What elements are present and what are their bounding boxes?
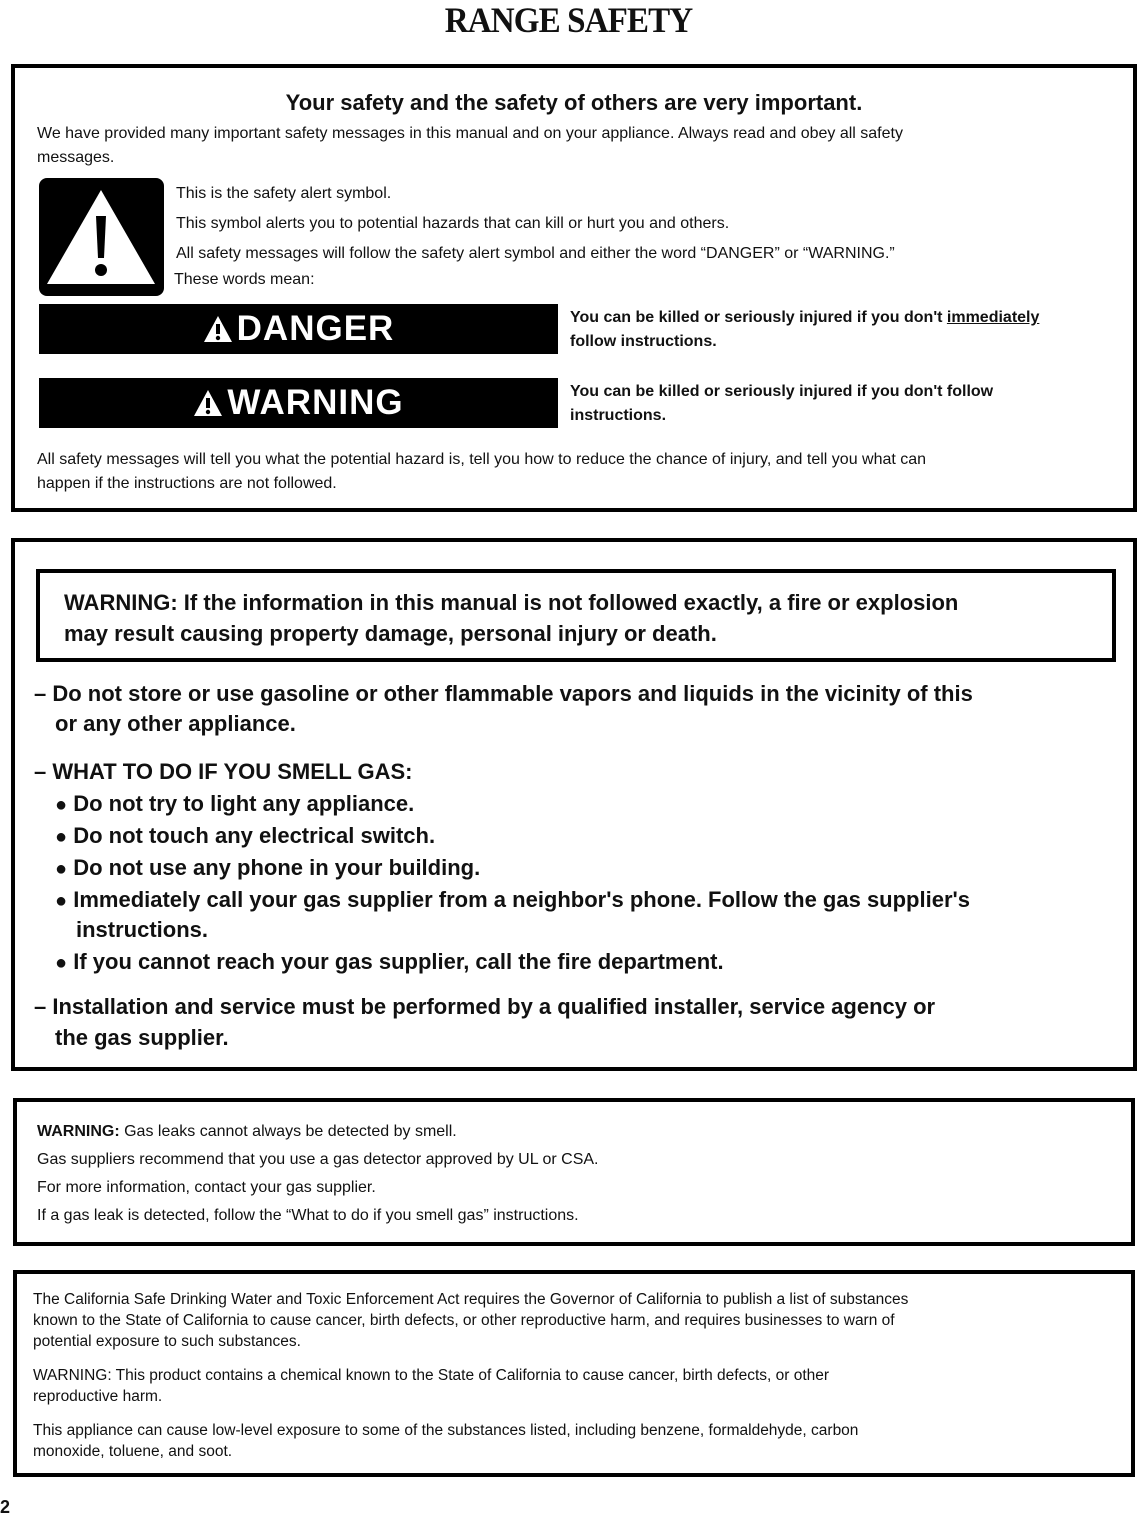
gas-bullet-4-text: Immediately call your gas supplier from a neighbor's phone. Follow the gas supplier's bbox=[73, 887, 970, 912]
closing-line-1: All safety messages will tell you what the potential hazard is, tell you how to reduce the chance of injury, and tell you what can bbox=[37, 451, 927, 468]
page-number: 2 bbox=[0, 1497, 11, 1517]
warning-alert-icon bbox=[193, 388, 223, 418]
gas-bullet-4 bbox=[55, 884, 970, 917]
danger-text-1 bbox=[570, 306, 1039, 330]
leak-line-3: For more information, contact your gas supplier. bbox=[37, 1179, 376, 1196]
gas-bullet-1-text: Do not try to light any appliance. bbox=[73, 791, 415, 816]
danger-text-2: follow instructions. bbox=[570, 333, 717, 350]
safety-intro-box bbox=[11, 64, 1137, 512]
california-box bbox=[13, 1270, 1135, 1477]
danger-text-prefix: You can be killed or seriously injured if you don't bbox=[570, 309, 947, 326]
closing-line-2: happen if the instructions are not followed. bbox=[37, 475, 337, 492]
warning-label: WARNING bbox=[227, 383, 404, 422]
gas-warning-header-line-1: WARNING: If the information in this manual is not followed exactly, a fire or explosion bbox=[64, 590, 959, 615]
ca-p1-line-3: potential exposure to such substances. bbox=[33, 1333, 301, 1350]
warning-text-1: You can be killed or seriously injured if you don't follow bbox=[570, 383, 994, 400]
leak-line-1-text: Gas leaks cannot always be detected by smell. bbox=[119, 1123, 457, 1140]
gas-bullet-5 bbox=[55, 946, 724, 979]
gas-warning-header-line-2: may result causing property damage, personal injury or death. bbox=[64, 621, 717, 646]
gas-warning-header bbox=[36, 569, 1116, 662]
gas-bullet-3 bbox=[55, 852, 480, 885]
symbol-line-2: This symbol alerts you to potential hazards that can kill or hurt you and others. bbox=[176, 215, 730, 232]
bullet-icon: ● bbox=[55, 890, 68, 912]
danger-label: DANGER bbox=[236, 309, 395, 348]
danger-banner bbox=[39, 304, 558, 354]
symbol-line-1: This is the safety alert symbol. bbox=[176, 185, 392, 202]
danger-text-underlined: immediately bbox=[946, 309, 1040, 326]
leak-line-2: Gas suppliers recommend that you use a gas detector approved by UL or CSA. bbox=[37, 1151, 599, 1168]
bullet-icon: ● bbox=[55, 794, 68, 816]
symbol-line-4: These words mean: bbox=[174, 271, 315, 288]
ca-p3-line-1: This appliance can cause low-level exposure to some of the substances listed, including benzene, formaldehyde, carbon bbox=[33, 1422, 859, 1439]
ca-p2-line-1: WARNING: This product contains a chemical known to the State of California to cause cancer, birth defects, or other bbox=[33, 1367, 830, 1384]
intro-line-1: We have provided many important safety messages in this manual and on your appliance. Always read and obey all safety bbox=[37, 125, 903, 142]
warning-banner bbox=[39, 378, 558, 428]
bullet-icon: ● bbox=[55, 858, 68, 880]
safety-heading: Your safety and the safety of others are very important. bbox=[285, 90, 863, 115]
gas-item-3-line-2: the gas supplier. bbox=[55, 1025, 229, 1050]
gas-leak-box bbox=[13, 1098, 1135, 1246]
leak-line-1 bbox=[37, 1120, 457, 1144]
gas-warning-box bbox=[11, 538, 1137, 1071]
leak-warning-label: WARNING: bbox=[37, 1123, 120, 1140]
danger-alert-icon bbox=[203, 314, 233, 344]
ca-p3-line-2: monoxide, toluene, and soot. bbox=[33, 1443, 233, 1460]
gas-item-3-line-1: – Installation and service must be performed by a qualified installer, service agency or bbox=[34, 994, 936, 1019]
ca-p1-line-2: known to the State of California to cause cancer, birth defects, or other reproductive harm, and requires businesses to warn of bbox=[33, 1312, 895, 1329]
gas-bullet-2 bbox=[55, 820, 435, 853]
gas-bullet-3-text: Do not use any phone in your building. bbox=[73, 855, 481, 880]
warning-text-2: instructions. bbox=[570, 407, 667, 424]
gas-item-2: – WHAT TO DO IF YOU SMELL GAS: bbox=[34, 759, 413, 784]
page-title: RANGE SAFETY bbox=[444, 0, 693, 40]
bullet-icon: ● bbox=[55, 826, 68, 848]
gas-bullet-5-text: If you cannot reach your gas supplier, call the fire department. bbox=[73, 949, 724, 974]
gas-bullet-2-text: Do not touch any electrical switch. bbox=[73, 823, 436, 848]
gas-bullet-1 bbox=[55, 788, 414, 821]
safety-alert-icon bbox=[39, 178, 164, 296]
gas-item-1-line-1: – Do not store or use gasoline or other flammable vapors and liquids in the vicinity of this bbox=[34, 681, 973, 706]
gas-item-1-line-2: or any other appliance. bbox=[55, 711, 296, 736]
bullet-icon: ● bbox=[55, 952, 68, 974]
gas-bullet-4-continued: instructions. bbox=[76, 917, 209, 942]
symbol-line-3: All safety messages will follow the safety alert symbol and either the word “DANGER” or “WARNING.” bbox=[176, 245, 895, 262]
intro-line-2: messages. bbox=[37, 149, 115, 166]
ca-p2-line-2: reproductive harm. bbox=[33, 1388, 163, 1405]
ca-p1-line-1: The California Safe Drinking Water and Toxic Enforcement Act requires the Governor of California to publish a list of substances bbox=[33, 1291, 909, 1308]
leak-line-4: If a gas leak is detected, follow the “What to do if you smell gas” instructions. bbox=[37, 1207, 579, 1224]
